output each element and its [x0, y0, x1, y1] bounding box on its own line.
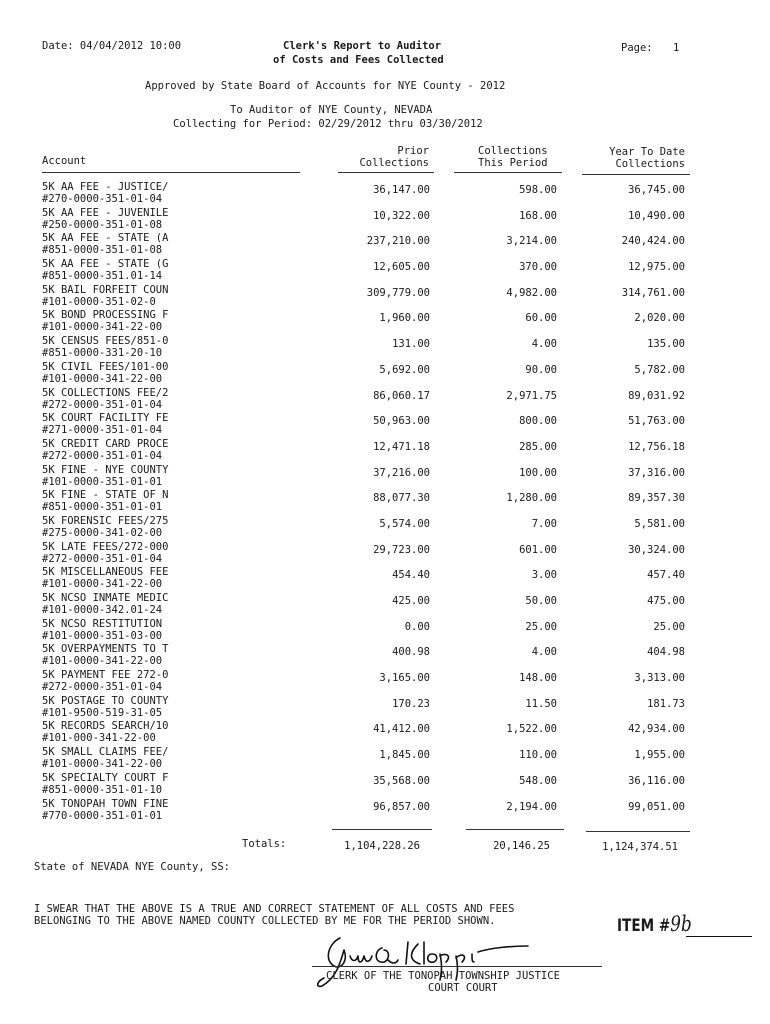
account-name: 5K CIVIL FEES/101-00 — [42, 360, 169, 373]
table-row — [0, 669, 770, 695]
period-collections: 285.00 — [519, 440, 557, 453]
account-name: 5K AA FEE - JUVENILE — [42, 206, 169, 219]
prior-collections: 86,060.17 — [373, 389, 430, 402]
column-header-prior-line2: Collections — [359, 157, 429, 169]
header-rule-prior — [338, 172, 434, 173]
account-name: 5K PAYMENT FEE 272-0 — [42, 669, 169, 682]
ytd-collections: 42,934.00 — [628, 723, 685, 736]
prior-collections: 5,692.00 — [379, 363, 430, 376]
period-collections: 1,280.00 — [506, 492, 557, 505]
oath-line-2: BELONGING TO THE ABOVE NAMED COUNTY COLLECTED BY ME FOR THE PERIOD SHOWN. — [34, 915, 496, 927]
ytd-collections: 1,955.00 — [634, 749, 685, 762]
account-code: #271-0000-351-01-04 — [42, 424, 163, 437]
account-name: 5K BAIL FORFEIT COUN — [42, 283, 169, 296]
report-date: Date: 04/04/2012 10:00 — [42, 40, 182, 52]
table-row — [0, 772, 770, 798]
account-code: #272-0000-351-01-04 — [42, 398, 163, 411]
totals-rule-ytd — [586, 831, 690, 832]
ytd-collections: 404.98 — [647, 646, 685, 659]
prior-collections: 96,857.00 — [373, 800, 430, 813]
account-name: 5K FORENSIC FEES/275 — [42, 514, 169, 527]
table-row — [0, 618, 770, 644]
prior-collections: 5,574.00 — [379, 517, 430, 530]
table-row — [0, 515, 770, 541]
prior-collections: 10,322.00 — [373, 209, 430, 222]
period-collections: 100.00 — [519, 466, 557, 479]
ytd-collections: 10,490.00 — [628, 209, 685, 222]
prior-collections: 131.00 — [392, 338, 430, 351]
item-number: 9b — [670, 912, 692, 936]
ytd-collections: 51,763.00 — [628, 415, 685, 428]
item-underline — [686, 936, 752, 937]
ytd-collections: 36,745.00 — [628, 184, 685, 196]
account-code: #101-0000-341-22-00 — [42, 372, 163, 385]
page-label: Page: — [621, 42, 653, 54]
period-collections: 50.00 — [525, 595, 557, 607]
signer-title-line2: COURT COURT — [428, 982, 498, 994]
column-header-period-line2: This Period — [478, 157, 548, 169]
accounts-table — [0, 181, 770, 823]
totals-prior: 1,104,228.26 — [344, 840, 420, 852]
table-row — [0, 695, 770, 721]
table-row — [0, 438, 770, 464]
table-row — [0, 361, 770, 387]
period-collections: 168.00 — [519, 209, 557, 222]
prior-collections: 12,471.18 — [373, 440, 430, 453]
account-name: 5K BOND PROCESSING F — [42, 309, 169, 322]
prior-collections: 309,779.00 — [366, 286, 430, 299]
account-code: #101-0000-351-03-00 — [42, 629, 163, 642]
account-code: #101-0000-341-22-00 — [42, 321, 163, 334]
account-code: #270-0000-351-01-04 — [42, 193, 163, 205]
account-code: #272-0000-351-01-04 — [42, 552, 163, 565]
signature-line — [312, 966, 602, 967]
account-name: 5K AA FEE - STATE (A — [42, 232, 169, 245]
account-name: 5K SPECIALTY COURT F — [42, 771, 169, 784]
account-code: #851-0000-351-01-08 — [42, 244, 163, 257]
account-name: 5K RECORDS SEARCH/10 — [42, 720, 169, 733]
ytd-collections: 457.40 — [647, 569, 685, 582]
account-name: 5K POSTAGE TO COUNTY — [42, 694, 169, 707]
ytd-collections: 30,324.00 — [628, 543, 685, 556]
header-rule-account — [42, 172, 300, 173]
ytd-collections: 240,424.00 — [621, 235, 685, 248]
account-name: 5K CENSUS FEES/851-0 — [42, 335, 169, 348]
header-rule-period — [454, 172, 562, 173]
prior-collections: 425.00 — [392, 595, 430, 607]
prior-collections: 12,605.00 — [373, 261, 430, 274]
period-collections: 2,971.75 — [506, 389, 557, 402]
period-collections: 4,982.00 — [506, 286, 557, 299]
period-collections: 800.00 — [519, 415, 557, 428]
account-name: 5K SMALL CLAIMS FEE/ — [42, 746, 169, 759]
account-name: 5K FINE - STATE OF N — [42, 489, 169, 502]
account-name: 5K NCSO INMATE MEDIC — [42, 592, 169, 604]
ytd-collections: 99,051.00 — [628, 800, 685, 813]
period-collections: 598.00 — [519, 184, 557, 196]
approval-line: Approved by State Board of Accounts for NYE County - 2012 — [145, 80, 506, 92]
totals-label: Totals: — [242, 838, 287, 850]
table-row — [0, 387, 770, 413]
period-collections: 2,194.00 — [506, 800, 557, 813]
account-name: 5K CREDIT CARD PROCE — [42, 437, 169, 450]
account-code: #101-0000-341-22-00 — [42, 578, 163, 591]
table-row — [0, 309, 770, 335]
ytd-collections: 12,756.18 — [628, 440, 685, 453]
prior-collections: 1,845.00 — [379, 749, 430, 762]
ytd-collections: 314,761.00 — [621, 286, 685, 299]
account-code: #851-0000-351-01-01 — [42, 501, 163, 514]
prior-collections: 1,960.00 — [379, 312, 430, 325]
period-collections: 25.00 — [525, 620, 557, 633]
account-code: #250-0000-351-01-08 — [42, 218, 163, 231]
period-collections: 7.00 — [531, 517, 557, 530]
account-code: #851-0000-351-01-10 — [42, 783, 163, 796]
prior-collections: 37,216.00 — [373, 466, 430, 479]
ytd-collections: 89,357.30 — [628, 492, 685, 505]
prior-collections: 41,412.00 — [373, 723, 430, 736]
prior-collections: 3,165.00 — [379, 672, 430, 685]
item-label: ITEM # — [617, 916, 671, 936]
ytd-collections: 3,313.00 — [634, 672, 685, 685]
period-collections: 90.00 — [525, 363, 557, 376]
table-row — [0, 541, 770, 567]
period-collections: 3.00 — [531, 569, 557, 582]
signer-title-line1: CLERK OF THE TONOPAH TOWNSHIP JUSTICE — [326, 970, 560, 982]
prior-collections: 237,210.00 — [366, 235, 430, 248]
account-code: #101-9500-519-31-05 — [42, 706, 163, 719]
totals-ytd: 1,124,374.51 — [602, 841, 678, 853]
column-header-period-line1: Collections — [478, 145, 548, 157]
account-code: #101-0000-351-02-0 — [42, 295, 156, 308]
prior-collections: 0.00 — [404, 620, 430, 633]
table-row — [0, 746, 770, 772]
account-name: 5K AA FEE - STATE (G — [42, 258, 169, 271]
account-code: #272-0000-351-01-04 — [42, 449, 163, 462]
ytd-collections: 89,031.92 — [628, 389, 685, 402]
account-name: 5K NCSO RESTITUTION — [42, 617, 163, 630]
prior-collections: 400.98 — [392, 646, 430, 659]
ytd-collections: 25.00 — [653, 620, 685, 633]
totals-rule-period — [466, 829, 564, 830]
page-number: 1 — [673, 42, 680, 54]
ytd-collections: 36,116.00 — [628, 774, 685, 787]
period-collections: 370.00 — [519, 261, 557, 274]
account-name: 5K OVERPAYMENTS TO T — [42, 643, 169, 656]
period-collections: 1,522.00 — [506, 723, 557, 736]
period-collections: 148.00 — [519, 672, 557, 685]
prior-collections: 454.40 — [392, 569, 430, 582]
oath-line-1: I SWEAR THAT THE ABOVE IS A TRUE AND CORRECT STATEMENT OF ALL COSTS AND FEES — [34, 903, 515, 915]
account-code: #101-0000-341-22-00 — [42, 655, 163, 668]
ytd-collections: 5,782.00 — [634, 363, 685, 376]
account-name: 5K LATE FEES/272-000 — [42, 540, 169, 553]
account-code: #851-0000-331-20-10 — [42, 347, 163, 360]
ytd-collections: 12,975.00 — [628, 261, 685, 274]
table-row — [0, 464, 770, 490]
table-row — [0, 232, 770, 258]
column-header-prior-line1: Prior — [397, 145, 429, 157]
period-collections: 11.50 — [525, 697, 557, 710]
period-line: Collecting for Period: 02/29/2012 thru 03/30/2012 — [173, 118, 483, 130]
table-row — [0, 181, 770, 207]
table-row — [0, 798, 770, 824]
account-code: #275-0000-341-02-00 — [42, 526, 163, 539]
header-rule-ytd — [582, 174, 690, 175]
prior-collections: 35,568.00 — [373, 774, 430, 787]
table-row — [0, 643, 770, 669]
account-name: 5K MISCELLANEOUS FEE — [42, 566, 169, 579]
table-row — [0, 335, 770, 361]
period-collections: 3,214.00 — [506, 235, 557, 248]
account-name: 5K AA FEE - JUSTICE/ — [42, 181, 169, 193]
prior-collections: 88,077.30 — [373, 492, 430, 505]
period-collections: 4.00 — [531, 338, 557, 351]
prior-collections: 50,963.00 — [373, 415, 430, 428]
totals-period: 20,146.25 — [493, 840, 550, 852]
column-header-ytd-line2: Collections — [615, 158, 685, 170]
table-row — [0, 566, 770, 592]
prior-collections: 36,147.00 — [373, 184, 430, 196]
state-line: State of NEVADA NYE County, SS: — [34, 861, 230, 873]
period-collections: 4.00 — [531, 646, 557, 659]
ytd-collections: 475.00 — [647, 595, 685, 607]
account-name: 5K TONOPAH TOWN FINE — [42, 797, 169, 810]
period-collections: 601.00 — [519, 543, 557, 556]
prior-collections: 170.23 — [392, 697, 430, 710]
table-row — [0, 258, 770, 284]
totals-rule-prior — [332, 829, 432, 830]
table-row — [0, 284, 770, 310]
report-title: Clerk's Report to Auditor — [283, 40, 442, 52]
account-code: #101-0000-341-22-00 — [42, 758, 163, 771]
account-code: #272-0000-351-01-04 — [42, 681, 163, 694]
item-number-stamp — [617, 912, 692, 936]
table-row — [0, 207, 770, 233]
prior-collections: 29,723.00 — [373, 543, 430, 556]
account-code: #101-0000-351-01-01 — [42, 475, 163, 488]
account-code: #770-0000-351-01-01 — [42, 809, 163, 822]
account-code: #101-0000-342.01-24 — [42, 604, 163, 616]
table-row — [0, 720, 770, 746]
column-header-account: Account — [42, 155, 87, 167]
report-subtitle: of Costs and Fees Collected — [273, 54, 444, 66]
ytd-collections: 135.00 — [647, 338, 685, 351]
table-row — [0, 489, 770, 515]
table-row — [0, 592, 770, 618]
account-code: #851-0000-351.01-14 — [42, 270, 163, 283]
account-name: 5K FINE - NYE COUNTY — [42, 463, 169, 476]
account-code: #101-000-341-22-00 — [42, 732, 156, 745]
ytd-collections: 37,316.00 — [628, 466, 685, 479]
period-collections: 60.00 — [525, 312, 557, 325]
period-collections: 110.00 — [519, 749, 557, 762]
table-row — [0, 412, 770, 438]
account-name: 5K COURT FACILITY FE — [42, 412, 169, 425]
ytd-collections: 181.73 — [647, 697, 685, 710]
ytd-collections: 5,581.00 — [634, 517, 685, 530]
column-header-ytd-line1: Year To Date — [609, 146, 685, 158]
ytd-collections: 2,020.00 — [634, 312, 685, 325]
auditor-line: To Auditor of NYE County, NEVADA — [230, 104, 433, 116]
period-collections: 548.00 — [519, 774, 557, 787]
account-name: 5K COLLECTIONS FEE/2 — [42, 386, 169, 399]
